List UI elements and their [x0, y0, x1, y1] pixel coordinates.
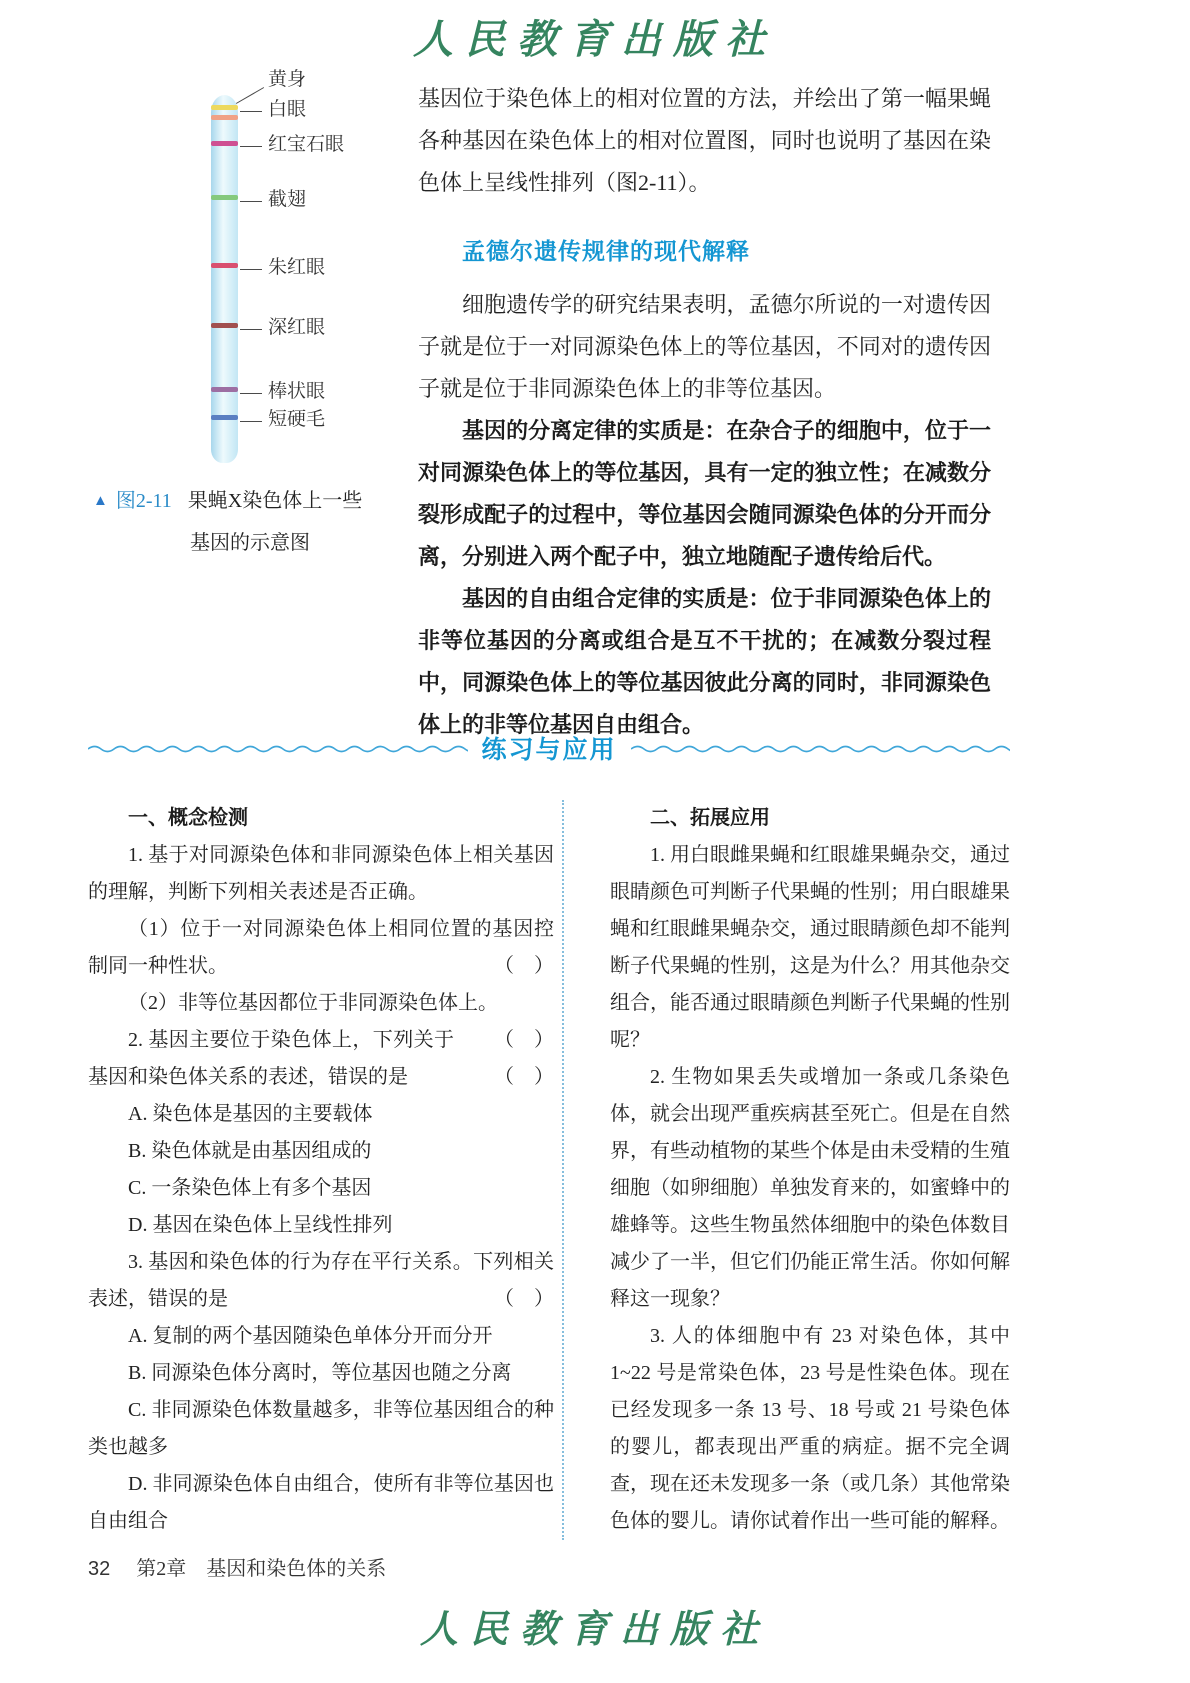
- exercise-item: C. 非同源染色体数量越多，非等位基因组合的种类也越多: [88, 1399, 554, 1458]
- page-footer: [88, 1552, 386, 1581]
- chromosome-rod: [211, 95, 238, 463]
- exercise-item: （2）非等位基因都位于非同源染色体上。 （ ）: [88, 985, 554, 1022]
- figure-x-chromosome: [88, 60, 418, 580]
- chapter-title: 第2章 基因和染色体的关系: [136, 1558, 387, 1580]
- band-label: 黄身: [268, 69, 307, 90]
- exercise-item: D. 非同源染色体自由组合，使所有非等位基因也自由组合: [88, 1473, 554, 1532]
- band-connector-line: [240, 329, 262, 330]
- body-paragraph-3: 基因的分离定律的实质是：在杂合子的细胞中，位于一对同源染色体上的等位基因，具有一定的独立性；在减数分裂形成配子的过程中，等位基因会随同源染色体的分开而分离，分别进入两个配子中，独立地随配子遗传给后代。: [418, 418, 991, 569]
- chromosome-band: [211, 263, 238, 268]
- page-number: 32: [88, 1558, 111, 1580]
- exercise-section-heading: 一、概念检测: [128, 807, 248, 829]
- wavy-line-right: [631, 742, 1011, 754]
- band-connector-line: [236, 87, 264, 104]
- band-connector-line: [240, 111, 262, 112]
- exercise-item: D. 基因在染色体上呈线性排列: [128, 1214, 393, 1236]
- body-paragraph-2: 细胞遗传学的研究结果表明，孟德尔所说的一对遗传因子就是位于一对同源染色体上的等位基因，不同对的遗传因子就是位于非同源染色体上的非等位基因。: [418, 292, 991, 401]
- band-connector-line: [240, 201, 262, 202]
- body-paragraph-1: 基因位于染色体上的相对位置的方法，并绘出了第一幅果蝇各种基因在染色体上的相对位置图，同时也说明了基因在染色体上呈线性排列（图2-11）。: [418, 86, 991, 195]
- figure-caption-text: 果蝇X染色体上一些: [187, 490, 363, 512]
- chromosome-band: [211, 387, 238, 392]
- answer-bracket: （ ）: [494, 1029, 554, 1051]
- figure-caption-label: 图2-11: [115, 490, 172, 512]
- exercise-item: 1. 用白眼雌果蝇和红眼雄果蝇杂交，通过眼睛颜色可判断子代果蝇的性别；用白眼雄果蝇和红眼雌果蝇杂交，通过眼睛颜色却不能判断子代果蝇的性别，这是为什么？用其他杂交组合，能否通过眼睛颜色判断子代果蝇的性别呢？: [610, 844, 1010, 1051]
- exercise-item: 1. 基于对同源染色体和非同源染色体上相关基因的理解，判断下列相关表述是否正确。: [88, 844, 554, 903]
- exercises-header: [88, 730, 1010, 766]
- exercises-title: 练习与应用: [481, 736, 617, 764]
- band-connector-line: [240, 269, 262, 270]
- publisher-logo-top: 人民教育出版社: [413, 16, 777, 63]
- band-connector-line: [240, 421, 262, 422]
- exercise-item: 3. 基因和染色体的行为存在平行关系。下列相关表述，错误的是 （ ）: [88, 1244, 554, 1318]
- exercise-item: B. 染色体就是由基因组成的: [128, 1140, 372, 1162]
- main-text-column: [418, 78, 991, 746]
- figure-caption-marker-icon: ▲: [93, 493, 108, 509]
- chromosome-band: [211, 105, 238, 110]
- exercise-item: B. 同源染色体分离时，等位基因也随之分离: [128, 1362, 512, 1384]
- band-label: 棒状眼: [268, 381, 326, 402]
- band-label: 深红眼: [268, 317, 326, 338]
- exercise-item: A. 染色体是基因的主要载体: [128, 1103, 373, 1125]
- figure-caption: [93, 480, 362, 564]
- answer-bracket: （ ）: [494, 1066, 554, 1088]
- answer-bracket: （ ）: [494, 1288, 554, 1310]
- exercise-item: 3. 人的体细胞中有 23 对染色体，其中1~22 号是常染色体，23 号是性染色体。现在已经发现多一条 13 号、18 号或 21 号染色体的婴儿，都表现出严重的病症。据不完全调查，现在还未发现多一条（或几条）其他常染色体的婴儿。请你试着作出一些可能的解释。: [610, 1325, 1010, 1532]
- extension-column: [610, 800, 1010, 1540]
- band-connector-line: [240, 146, 262, 147]
- band-label: 红宝石眼: [268, 134, 345, 155]
- column-divider: [562, 800, 564, 1540]
- band-label: 朱红眼: [268, 257, 326, 278]
- band-label: 截翅: [268, 189, 307, 210]
- exercise-item: （1）位于一对同源染色体上相同位置的基因控制同一种性状。 （ ）: [88, 911, 554, 985]
- exercise-item: A. 复制的两个基因随染色单体分开而分开: [128, 1325, 493, 1347]
- figure-caption-text-line2: 基因的示意图: [190, 532, 310, 554]
- concept-check-column: [88, 800, 554, 1540]
- chromosome-band: [211, 195, 238, 200]
- exercise-item: 2. 基因主要位于染色体上，下列关于基因和染色体关系的表述，错误的是 （ ）: [88, 1022, 554, 1096]
- chromosome-band: [211, 141, 238, 146]
- band-label: 白眼: [268, 99, 307, 120]
- answer-bracket: （ ）: [494, 955, 554, 977]
- publisher-logo-bottom: 人民教育出版社: [419, 1606, 770, 1651]
- exercises-columns: [88, 800, 1010, 1540]
- exercise-section-heading: 二、拓展应用: [650, 807, 770, 829]
- chromosome-band: [211, 115, 238, 120]
- band-label: 短硬毛: [268, 409, 326, 430]
- wavy-line-left: [88, 742, 468, 754]
- band-connector-line: [240, 393, 262, 394]
- body-paragraph-4: 基因的自由组合定律的实质是：位于非同源染色体上的非等位基因的分离或组合是互不干扰的；在减数分裂过程中，同源染色体上的等位基因彼此分离的同时，非同源染色体上的非等位基因自由组合。: [418, 586, 991, 737]
- section-heading: 孟德尔遗传规律的现代解释: [462, 238, 750, 264]
- chromosome-band: [211, 323, 238, 328]
- exercise-item: 2. 生物如果丢失或增加一条或几条染色体，就会出现严重疾病甚至死亡。但是在自然界，有些动植物的某些个体是由未受精的生殖细胞（如卵细胞）单独发育来的，如蜜蜂中的雄蜂等。这些生物虽然体细胞中的染色体数目减少了一半，但它们仍能正常生活。你如何解释这一现象？: [610, 1066, 1010, 1310]
- exercise-item: C. 一条染色体上有多个基因: [128, 1177, 372, 1199]
- chromosome-band: [211, 415, 238, 420]
